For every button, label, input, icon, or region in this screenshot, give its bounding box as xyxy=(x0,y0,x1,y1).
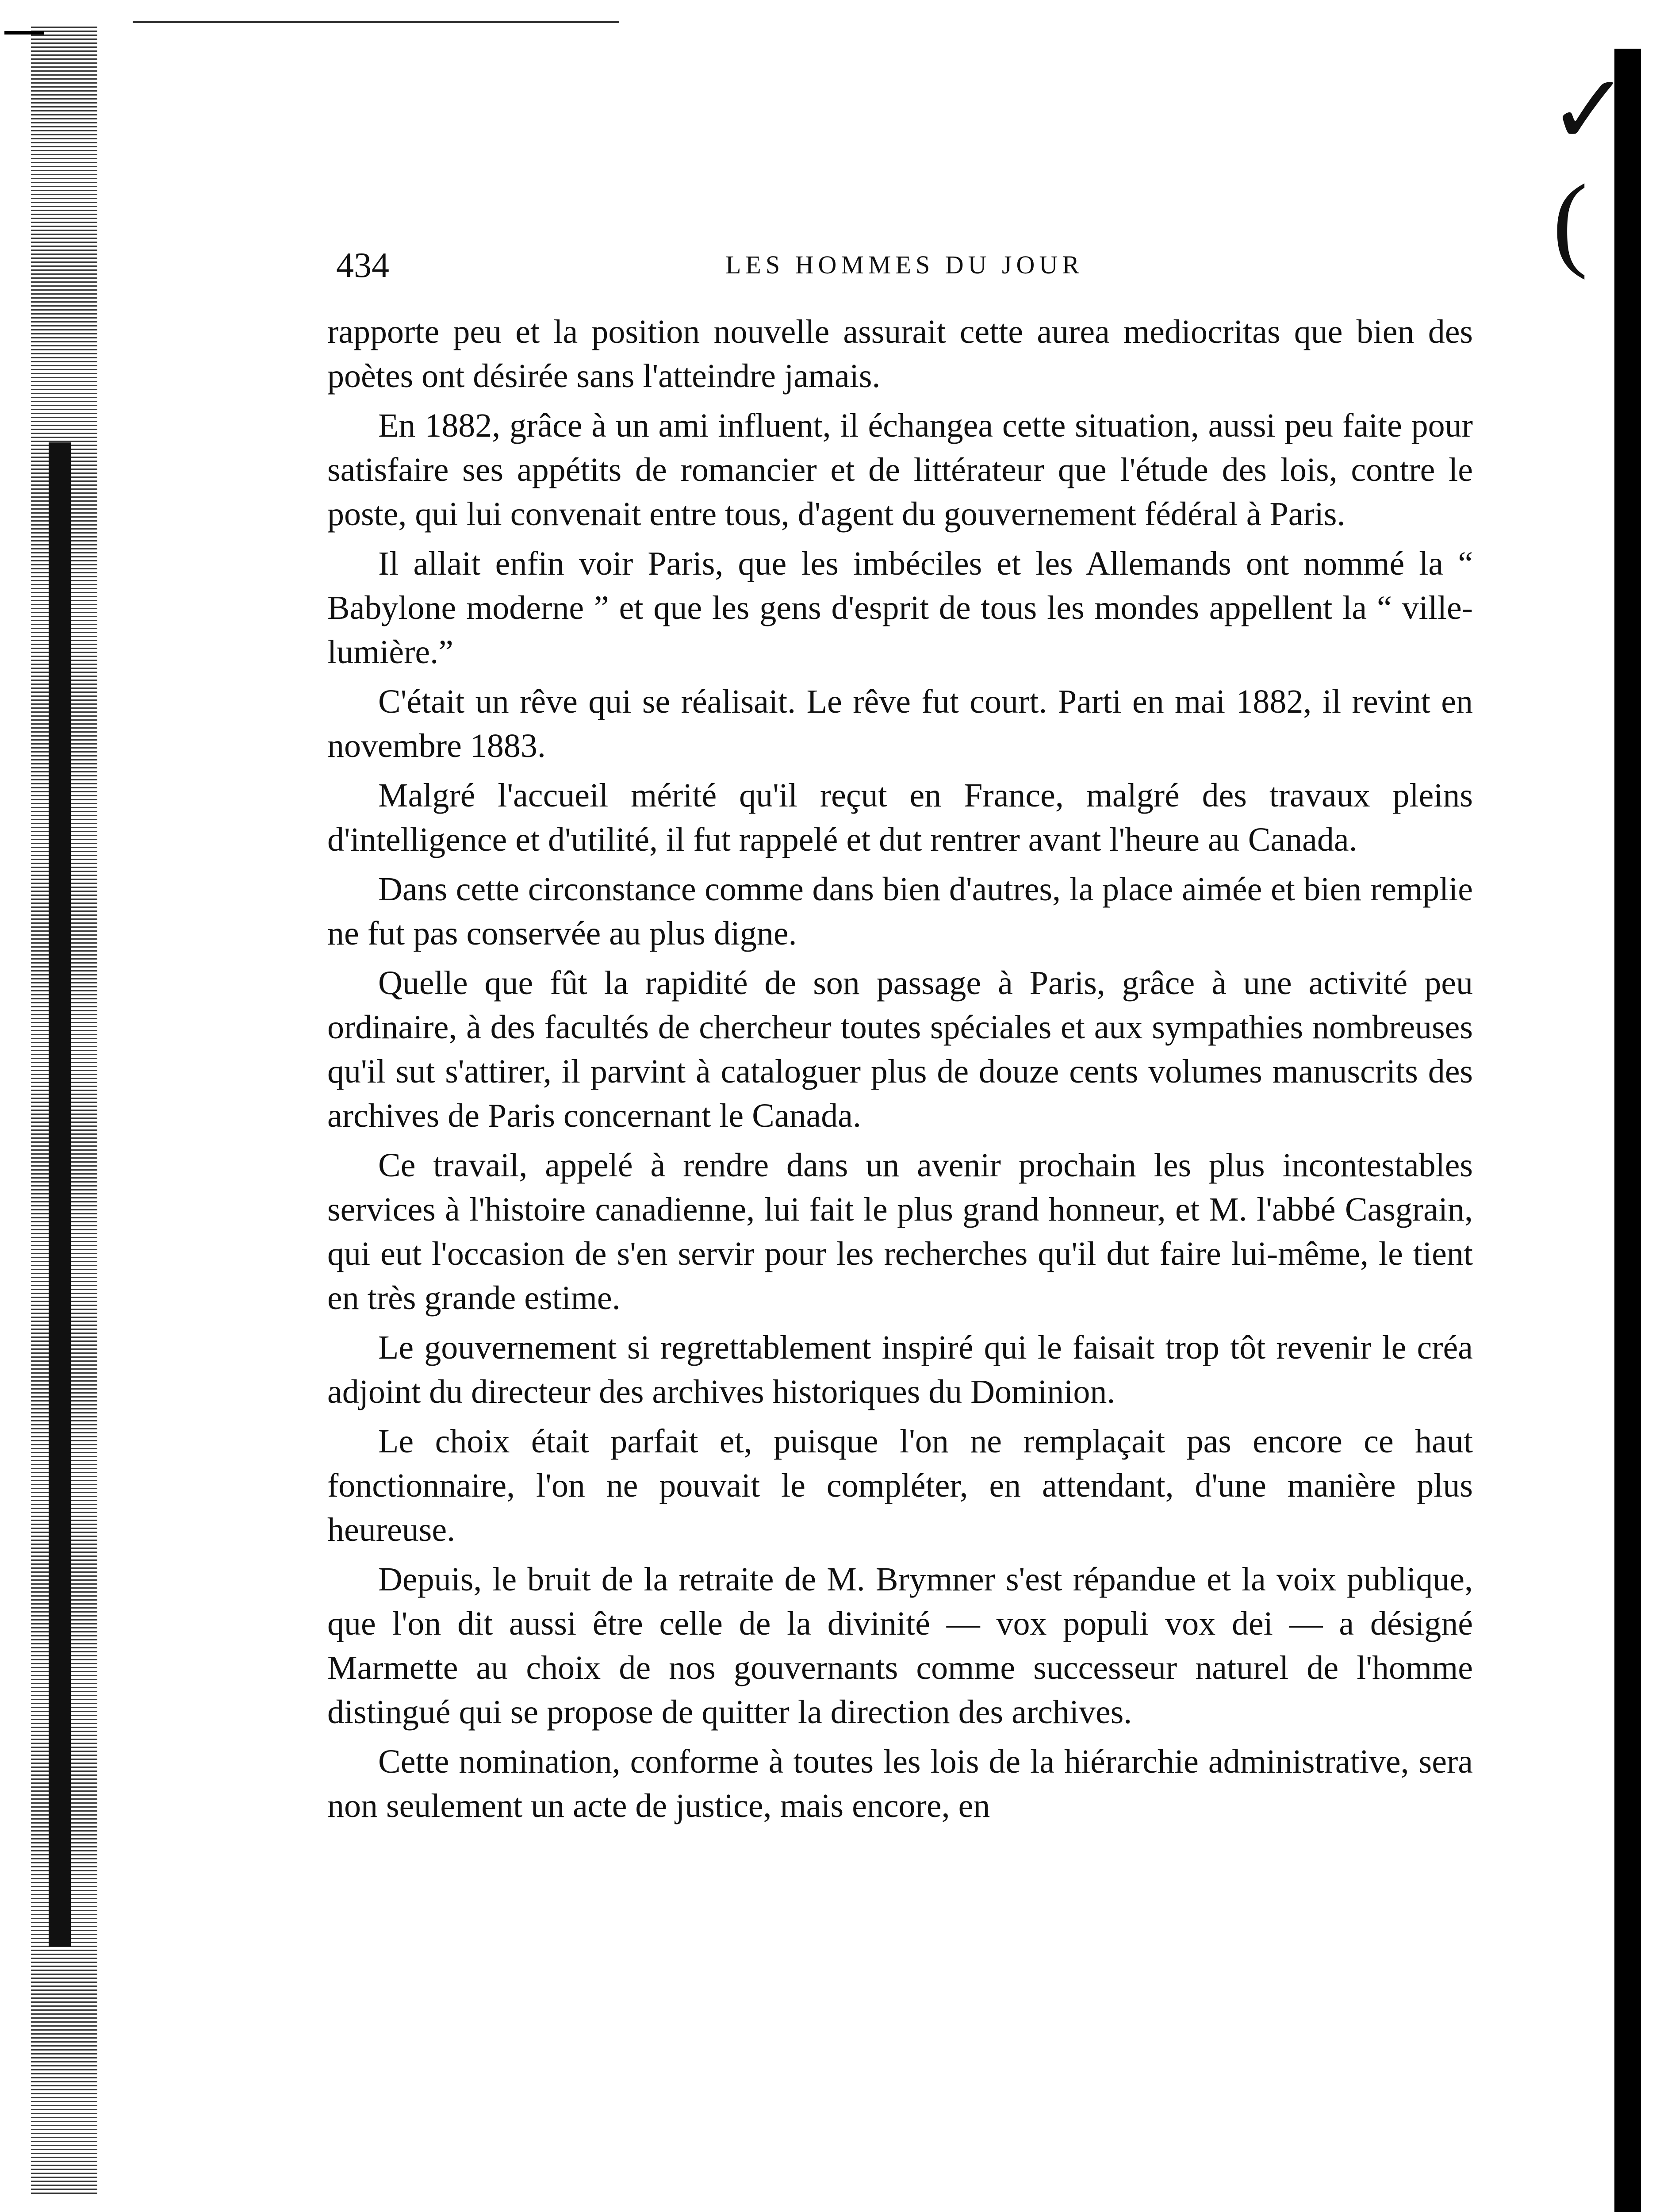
top-rule xyxy=(133,21,619,23)
paragraph: Malgré l'accueil mérité qu'il reçut en France, malgré des travaux pleins d'intelligence et d'utilité, il fut rappelé et dut rentrer avant l'heure au Canada. xyxy=(327,777,1473,858)
paragraph: rapporte peu et la position nouvelle assurait cette aurea mediocritas que bien des poètes ont désirée sans l'atteindre jamais. xyxy=(327,313,1473,395)
paragraph: C'était un rêve qui se réalisait. Le rêve fut court. Parti en mai 1882, il revint en novembre 1883. xyxy=(327,683,1473,764)
paragraph: Depuis, le bruit de la retraite de M. Brymner s'est répandue et la voix publique, que l'on dit aussi être celle de la divinité — vox populi vox dei — a désigné Marmette au choix de nos gouvernants comme successeur naturel de l'homme distingué qui se propose de quitter la direction des archives. xyxy=(327,1561,1473,1731)
paragraph: Quelle que fût la rapidité de son passage à Paris, grâce à une activité peu ordinaire, à des facultés de chercheur toutes spéciales et aux sympathies nombreuses qu'il sut s'attirer, il parvint à cataloguer plus de douze cents volumes manuscrits des archives de Paris concernant le Canada. xyxy=(327,964,1473,1134)
scan-right-edge xyxy=(1614,49,1641,2212)
scan-mark xyxy=(4,31,44,35)
body-text xyxy=(327,310,1473,1833)
paragraph: Ce travail, appelé à rendre dans un avenir prochain les plus incontestables services à l'histoire canadienne, lui fait le plus grand honneur, et M. l'abbé Casgrain, qui eut l'occasion de s'en servir pour les recherches qu'il dut faire lui-même, le tient en très grande estime. xyxy=(327,1147,1473,1317)
scan-edge-shadow xyxy=(49,442,71,1947)
paragraph: Cette nomination, conforme à toutes les lois de la hiérarchie administrative, sera non seulement un acte de justice, mais encore, en xyxy=(327,1743,1473,1824)
handwritten-mark: ✓ xyxy=(1548,57,1630,165)
paragraph: Le gouvernement si regrettablement inspiré qui le faisait trop tôt revenir le créa adjoint du directeur des archives historiques du Dominion. xyxy=(327,1329,1473,1410)
handwritten-mark: ( xyxy=(1552,162,1588,280)
paragraph: Le choix était parfait et, puisque l'on ne remplaçait pas encore ce haut fonctionnaire, l'on ne pouvait le compléter, en attendant, d'une manière plus heureuse. xyxy=(327,1423,1473,1548)
paragraph: Il allait enfin voir Paris, que les imbéciles et les Allemands ont nommé la “ Babylone moderne ” et que les gens d'esprit de tous les mondes appellent la “ ville-lumière.” xyxy=(327,545,1473,671)
paragraph: En 1882, grâce à un ami influent, il échangea cette situation, aussi peu faite pour satisfaire ses appétits de romancier et de littérateur que l'étude des lois, contre le poste, qui lui convenait entre tous, d'agent du gouvernement fédéral à Paris. xyxy=(327,407,1473,533)
page-header xyxy=(336,246,1177,290)
running-head: LES HOMMES DU JOUR xyxy=(725,250,1084,279)
page-number: 434 xyxy=(336,246,389,285)
paragraph: Dans cette circonstance comme dans bien d'autres, la place aimée et bien remplie ne fut pas conservée au plus digne. xyxy=(327,871,1473,952)
